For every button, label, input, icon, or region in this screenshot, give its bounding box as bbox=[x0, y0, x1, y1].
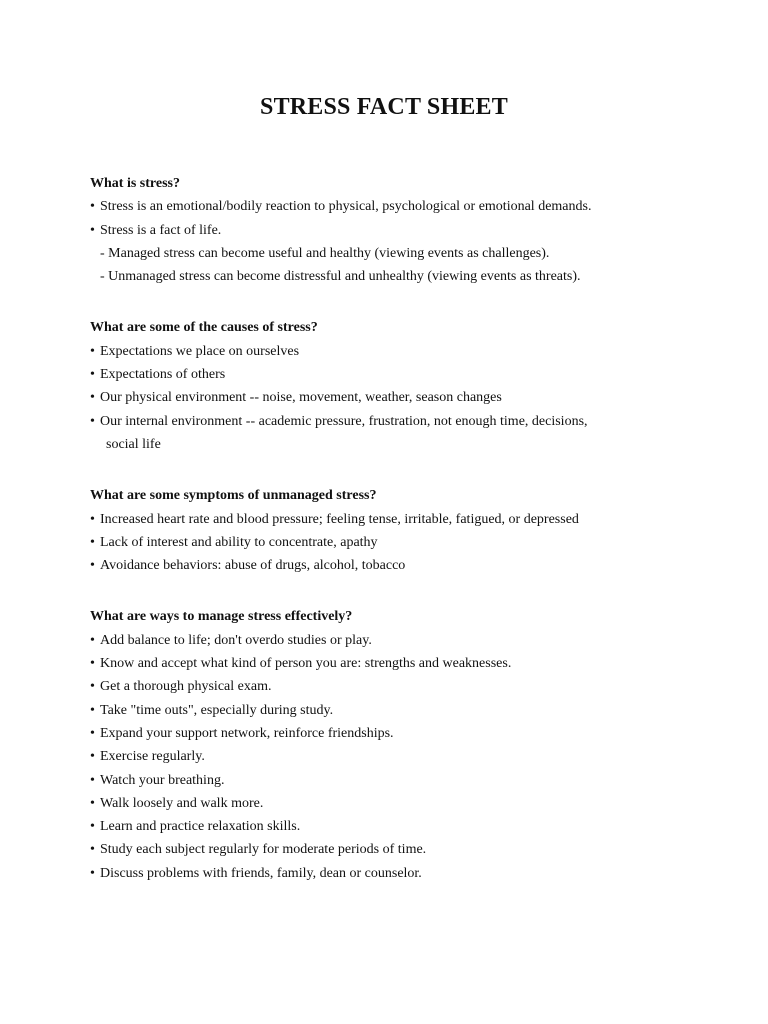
bullet-icon: • bbox=[90, 199, 95, 215]
bullet-text: Exercise regularly. bbox=[100, 749, 205, 765]
bullet-item bbox=[90, 792, 690, 815]
bullet-item bbox=[90, 410, 690, 433]
bullet-item bbox=[90, 815, 690, 838]
bullet-text: Know and accept what kind of person you are: strengths and weaknesses. bbox=[100, 656, 512, 672]
bullet-icon: • bbox=[90, 865, 95, 881]
document-body bbox=[90, 172, 690, 913]
bullet-item bbox=[90, 531, 690, 554]
section bbox=[90, 316, 690, 456]
sub-item: - Unmanaged stress can become distressful and unhealthy (viewing events as threats). bbox=[100, 269, 581, 285]
section-heading: What are some of the causes of stress? bbox=[90, 320, 318, 336]
bullet-icon: • bbox=[90, 656, 95, 672]
page-title: STRESS FACT SHEET bbox=[260, 94, 508, 120]
bullet-item bbox=[90, 508, 690, 531]
bullet-item bbox=[90, 769, 690, 792]
section-heading: What are ways to manage stress effectively? bbox=[90, 609, 353, 625]
bullet-icon: • bbox=[90, 413, 95, 429]
bullet-continuation: social life bbox=[106, 436, 161, 452]
section-heading: What are some symptoms of unmanaged stress? bbox=[90, 488, 377, 504]
bullet-icon: • bbox=[90, 222, 95, 238]
bullet-item bbox=[90, 675, 690, 698]
bullet-text: Study each subject regularly for moderate periods of time. bbox=[100, 842, 427, 858]
bullet-text: Discuss problems with friends, family, dean or counselor. bbox=[100, 865, 422, 881]
bullet-text: Expand your support network, reinforce friendships. bbox=[100, 725, 394, 741]
section bbox=[90, 172, 690, 288]
bullet-text: Learn and practice relaxation skills. bbox=[100, 819, 301, 835]
bullet-text: Watch your breathing. bbox=[100, 772, 225, 788]
bullet-item bbox=[90, 652, 690, 675]
bullet-icon: • bbox=[90, 390, 95, 406]
bullet-icon: • bbox=[90, 367, 95, 383]
bullet-item bbox=[90, 340, 690, 363]
bullet-icon: • bbox=[90, 702, 95, 718]
bullet-item bbox=[90, 363, 690, 386]
bullet-icon: • bbox=[90, 725, 95, 741]
bullet-text: Our internal environment -- academic pressure, frustration, not enough time, decisions, bbox=[100, 413, 588, 429]
bullet-icon: • bbox=[90, 819, 95, 835]
bullet-icon: • bbox=[90, 558, 95, 574]
bullet-text: Stress is a fact of life. bbox=[100, 222, 222, 238]
bullet-text: Our physical environment -- noise, movement, weather, season changes bbox=[100, 390, 502, 406]
bullet-text: Get a thorough physical exam. bbox=[100, 679, 272, 695]
bullet-text: Lack of interest and ability to concentrate, apathy bbox=[100, 534, 378, 550]
bullet-text: Take "time outs", especially during study. bbox=[100, 702, 334, 718]
bullet-icon: • bbox=[90, 749, 95, 765]
bullet-icon: • bbox=[90, 772, 95, 788]
bullet-icon: • bbox=[90, 534, 95, 550]
bullet-item bbox=[90, 838, 690, 861]
bullet-text: Expectations we place on ourselves bbox=[100, 343, 300, 359]
bullet-icon: • bbox=[90, 842, 95, 858]
section bbox=[90, 605, 690, 885]
bullet-icon: • bbox=[90, 343, 95, 359]
bullet-icon: • bbox=[90, 679, 95, 695]
bullet-text: Increased heart rate and blood pressure; feeling tense, irritable, fatigued, or depressed bbox=[100, 511, 579, 527]
bullet-icon: • bbox=[90, 632, 95, 648]
bullet-item bbox=[90, 219, 690, 242]
sub-item: - Managed stress can become useful and healthy (viewing events as challenges). bbox=[100, 245, 550, 261]
bullet-item bbox=[90, 195, 690, 218]
bullet-text: Avoidance behaviors: abuse of drugs, alcohol, tobacco bbox=[100, 558, 406, 574]
bullet-item bbox=[90, 722, 690, 745]
bullet-item bbox=[90, 745, 690, 768]
bullet-icon: • bbox=[90, 795, 95, 811]
section-heading: What is stress? bbox=[90, 176, 180, 191]
bullet-text: Stress is an emotional/bodily reaction to physical, psychological or emotional demands. bbox=[100, 199, 592, 215]
bullet-text: Add balance to life; don't overdo studies or play. bbox=[100, 632, 372, 648]
bullet-item bbox=[90, 629, 690, 652]
bullet-icon: • bbox=[90, 511, 95, 527]
bullet-item bbox=[90, 554, 690, 577]
bullet-text: Walk loosely and walk more. bbox=[100, 795, 264, 811]
bullet-text: Expectations of others bbox=[100, 367, 226, 383]
bullet-item bbox=[90, 386, 690, 409]
bullet-item bbox=[90, 699, 690, 722]
section bbox=[90, 484, 690, 577]
bullet-item bbox=[90, 862, 690, 885]
